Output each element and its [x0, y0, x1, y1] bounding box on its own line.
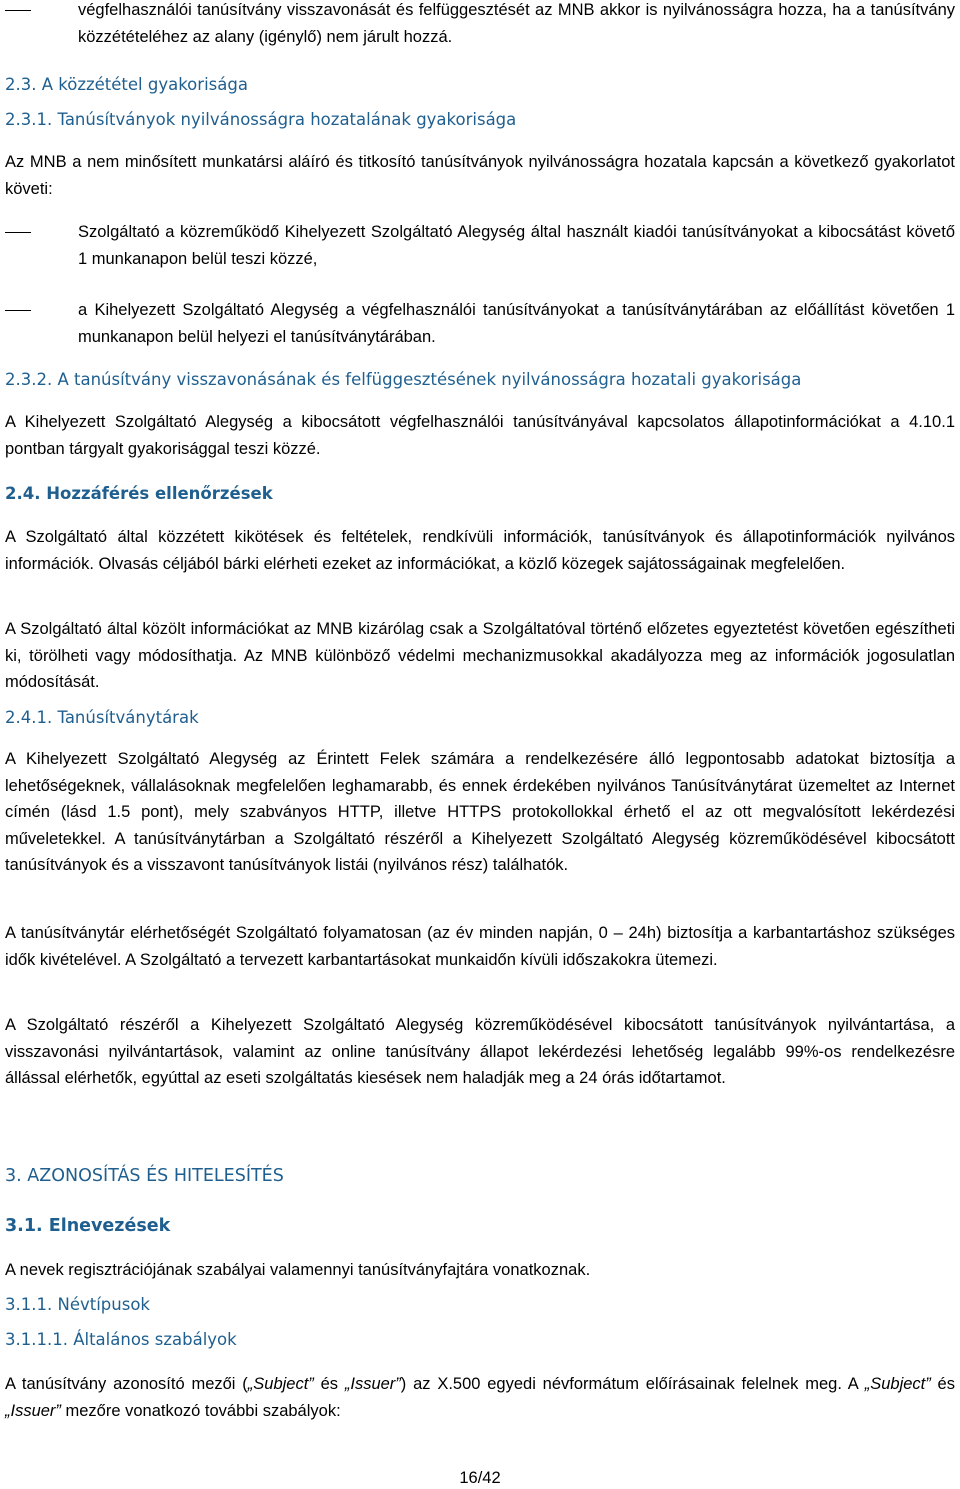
dash-bullet-icon — [5, 310, 31, 311]
issuer-term: „Issuer” — [344, 1375, 401, 1393]
heading-2-4: 2.4. Hozzáférés ellenőrzések — [5, 484, 273, 503]
dash-bullet-icon — [5, 10, 31, 11]
text-run: ) az X.500 egyedi névformátum előírásainak felelnek meg. A — [400, 1375, 865, 1393]
paragraph-2-4-1-b: A tanúsítványtár elérhetőségét Szolgáltató folyamatosan (az év minden napján, 0 – 24h) biztosítja a karbantartáshoz szükséges idők kivételével. A Szolgáltató a tervezett karbantartásokat munkaidőn kívüli időszakokra ütemezi. — [5, 924, 955, 969]
heading-3-1-1: 3.1.1. Névtípusok — [5, 1295, 150, 1314]
text-run: mezőre vonatkozó további szabályok: — [60, 1401, 341, 1420]
heading-3-1: 3.1. Elnevezések — [5, 1216, 171, 1236]
page-number: 16/42 — [459, 1469, 501, 1487]
paragraph-2-3-2: A Kihelyezett Szolgáltató Alegység a kibocsátott végfelhasználói tanúsítványával kapcsolatos állapotinformációkat a 4.10.1 pontban tárgyalt gyakorisággal teszi közzé. — [5, 413, 955, 458]
heading-3: 3. AZONOSÍTÁS ÉS HITELESÍTÉS — [5, 1166, 284, 1186]
bullet-text: a Kihelyezett Szolgáltató Alegység a végfelhasználói tanúsítványokat a tanúsítványtárában az előállítást követően 1 munkanapon belül helyezi el tanúsítványtárában. — [78, 301, 955, 346]
text-run: A tanúsítvány azonosító mezői ( — [5, 1375, 248, 1393]
heading-3-1-1-1: 3.1.1.1. Általános szabályok — [5, 1330, 237, 1349]
subject-term: „Subject” — [864, 1375, 931, 1393]
subject-term: „Subject” — [247, 1375, 314, 1393]
paragraph-2-3-1: Az MNB a nem minősített munkatársi aláíró és titkosító tanúsítványok nyilvánosságra hozatala kapcsán a következő gyakorlatot követi: — [5, 153, 955, 198]
text-run: és — [313, 1375, 345, 1393]
paragraph-2-4-a: A Szolgáltató által közzétett kikötések és feltételek, rendkívüli információk, tanúsítványok és állapotinformációk nyilvános információk. Olvasás céljából bárki elérheti ezeket az információkat, a közlő közegek sajátosságainak megfelelően. — [5, 528, 955, 573]
paragraph-3-1-1-1 — [5, 1371, 955, 1424]
paragraph-2-4-b: A Szolgáltató által közölt információkat az MNB kizárólag csak a Szolgáltatóval történő előzetes egyeztetést követően egészítheti ki, törölheti vagy módosíthatja. Az MNB különböző védelmi mechanizmusokkal akadályozza meg az információk jogosulatlan módosítását. — [5, 620, 955, 691]
paragraph-3-1: A nevek regisztrációjának szabályai valamennyi tanúsítványfajtára vonatkoznak. — [5, 1261, 591, 1279]
text-run: és — [930, 1375, 955, 1393]
heading-2-4-1: 2.4.1. Tanúsítványtárak — [5, 708, 199, 727]
paragraph-2-4-1-c: A Szolgáltató részéről a Kihelyezett Szolgáltató Alegység közreműködésével kibocsátott tanúsítványok nyilvántartása, a visszavonási nyilvántartások, valamint az online tanúsítvány állapot lekérdezési lehetőség legalább 99%-os rendelkezésre állással elérhetők, egyúttal az eseti szolgáltatás kiesések nem haladják meg a 24 órás időtartamot. — [5, 1016, 955, 1087]
heading-2-3-1: 2.3.1. Tanúsítványok nyilvánosságra hozatalának gyakorisága — [5, 110, 517, 129]
heading-2-3: 2.3. A közzététel gyakorisága — [5, 75, 248, 94]
bullet-text: végfelhasználói tanúsítvány visszavonását és felfüggesztését az MNB akkor is nyilvánosságra hozza, ha a tanúsítvány közzétételéhez az alany (igénylő) nem járult hozzá. — [78, 1, 955, 46]
dash-bullet-icon — [5, 232, 31, 233]
heading-2-3-2: 2.3.2. A tanúsítvány visszavonásának és felfüggesztésének nyilvánosságra hozatali gyakorisága — [5, 370, 802, 389]
paragraph-2-4-1-a: A Kihelyezett Szolgáltató Alegység az Érintett Felek számára a rendelkezésére álló legpontosabb adatokat biztosítja a lehetőségeknek, vállalásoknak megfelelően leghamarabb, és ennek érdekében nyilvános Tanúsítványtárat üzemeltet az Internet címén (lásd 1.5 pont), mely szabványos HTTP, illetve HTTPS protokollokkal érhető el az ott megvalósított lekérdezési műveletekkel. A tanúsítványtárban a Szolgáltató részéről a Kihelyezett Szolgáltató Alegység közreműködésével kibocsátott tanúsítványok és a visszavont tanúsítványok listái (nyilvános rész) találhatók. — [5, 750, 955, 874]
issuer-term: „Issuer” — [5, 1401, 61, 1420]
bullet-text: Szolgáltató a közreműködő Kihelyezett Szolgáltató Alegység által használt kiadói tanúsítványokat a kibocsátást követő 1 munkanapon belül teszi közzé, — [78, 223, 955, 268]
